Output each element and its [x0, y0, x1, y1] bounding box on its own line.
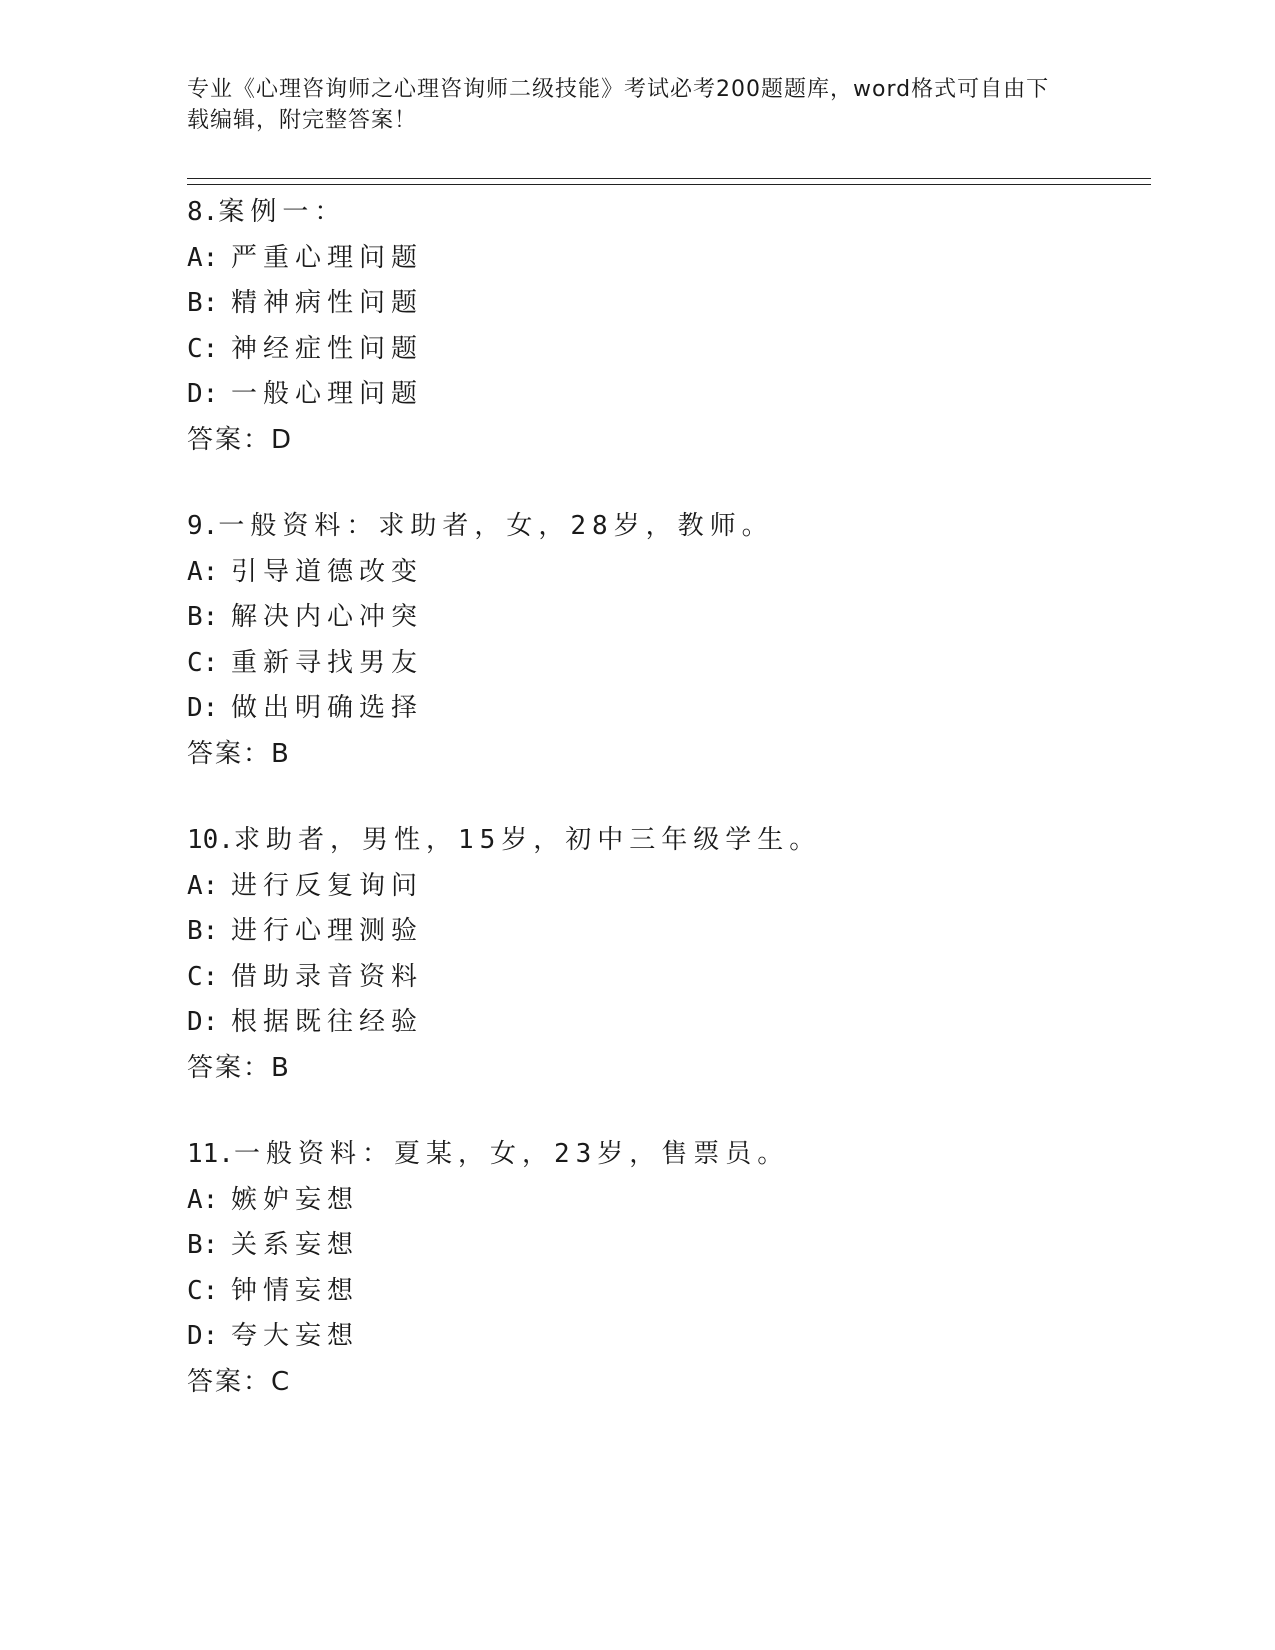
option-text: 解决内心冲突 [231, 602, 424, 632]
option-letter: A: [187, 556, 219, 587]
option-text: 借助录音资料 [231, 961, 424, 992]
question-10 [187, 818, 1147, 1091]
option-c [187, 955, 1147, 1001]
option-c [187, 327, 1147, 373]
question-number: 9. [187, 511, 219, 541]
option-a [187, 550, 1147, 596]
option-text: 精神病性问题 [231, 288, 424, 318]
question-text: 案例一： [218, 197, 347, 227]
option-text: 一般心理问题 [231, 379, 424, 409]
option-text: 钟情妄想 [231, 1275, 360, 1306]
answer-line: 答案：B [187, 738, 291, 769]
header-divider [187, 178, 1151, 185]
option-a [187, 1178, 1147, 1224]
option-text: 根据既往经验 [231, 1007, 424, 1037]
option-text: 严重心理问题 [231, 242, 424, 273]
option-a [187, 236, 1147, 282]
option-text: 进行心理测验 [231, 916, 424, 946]
option-d [187, 1000, 1147, 1046]
option-letter: C: [187, 647, 219, 678]
option-a [187, 864, 1147, 910]
option-letter: B: [187, 602, 219, 632]
option-letter: B: [187, 916, 219, 946]
document-intro: 专业《心理咨询师之心理咨询师二级技能》考试必考200题题库，word格式可自由下载编辑，附完整答案！ [187, 77, 1050, 133]
option-letter: D: [187, 693, 219, 723]
question-stem [187, 1132, 1147, 1178]
question-9 [187, 504, 1147, 777]
option-text: 关系妄想 [231, 1230, 360, 1260]
question-stem [187, 818, 1147, 864]
option-letter: C: [187, 333, 219, 364]
option-letter: A: [187, 1184, 219, 1215]
option-d [187, 686, 1147, 732]
question-text: 求助者，男性，15岁，初中三年级学生。 [233, 825, 822, 855]
option-c [187, 641, 1147, 687]
option-text: 做出明确选择 [231, 693, 424, 723]
option-text: 进行反复询问 [231, 870, 424, 901]
option-b [187, 1223, 1147, 1269]
option-b [187, 595, 1147, 641]
option-letter: D: [187, 1321, 219, 1351]
option-text: 夸大妄想 [231, 1321, 360, 1351]
option-text: 嫉妒妄想 [231, 1184, 360, 1215]
option-b [187, 281, 1147, 327]
option-d [187, 1314, 1147, 1360]
question-8 [187, 190, 1147, 463]
option-d [187, 372, 1147, 418]
answer-line: 答案：D [187, 424, 294, 455]
question-stem [187, 504, 1147, 550]
option-b [187, 909, 1147, 955]
option-letter: C: [187, 1275, 219, 1306]
option-letter: D: [187, 379, 219, 409]
option-c [187, 1269, 1147, 1315]
option-text: 引导道德改变 [231, 556, 424, 587]
answer-line: 答案：B [187, 1052, 291, 1083]
question-number: 10. [187, 825, 234, 855]
question-number: 11. [187, 1139, 234, 1169]
option-letter: B: [187, 1230, 219, 1260]
question-text: 一般资料：求助者，女，28岁，教师。 [218, 511, 774, 541]
option-letter: B: [187, 288, 219, 318]
answer-line: 答案：C [187, 1366, 292, 1397]
question-list [187, 190, 1147, 1446]
option-letter: C: [187, 961, 219, 992]
option-letter: D: [187, 1007, 219, 1037]
question-number: 8. [187, 197, 219, 227]
option-letter: A: [187, 242, 219, 273]
option-text: 重新寻找男友 [231, 647, 424, 678]
question-text: 一般资料：夏某，女，23岁，售票员。 [233, 1139, 790, 1169]
option-text: 神经症性问题 [231, 333, 424, 364]
option-letter: A: [187, 870, 219, 901]
question-11 [187, 1132, 1147, 1405]
question-stem [187, 190, 1147, 236]
